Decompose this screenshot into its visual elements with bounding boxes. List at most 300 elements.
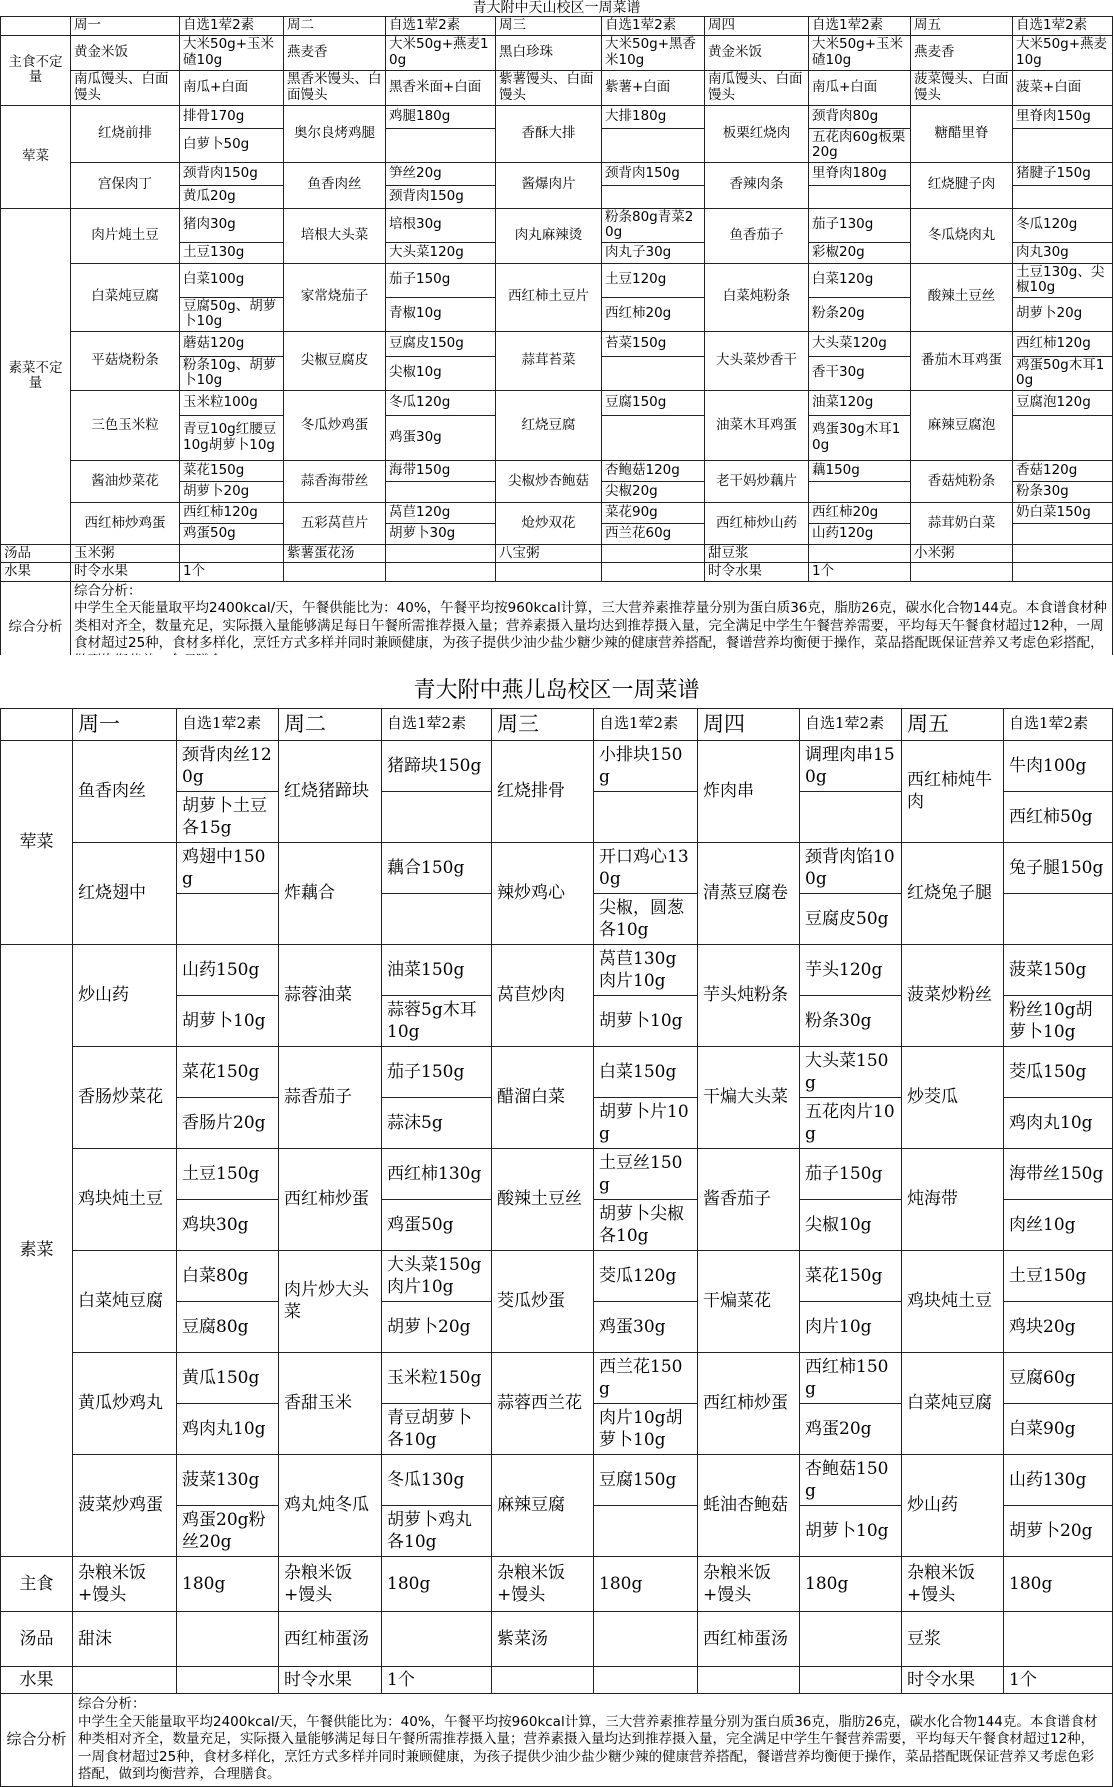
ingredient: 南瓜+白面 [180,70,284,105]
ingredient: 鸡蛋50g [382,1199,492,1250]
ingredient: 白菜100g [180,263,284,297]
ingredient: 豆腐皮150g [386,331,496,356]
ingredient [602,356,705,390]
ingredient: 胡萝卜片10g [594,1097,698,1148]
staple-item: 杂粮米饭+馒头 [698,1556,800,1611]
ingredient: 胡萝卜土豆各15g [177,791,279,842]
dish-name: 鱼香肉丝 [284,162,386,208]
soup-item: 紫菜汤 [492,1611,594,1666]
ingredient [382,791,492,842]
ingredient: 胡萝卜30g [386,523,496,544]
analysis-body: 中学生全天能量取平均2400kcal/天，午餐供能比为：40%，午餐平均按960kcal计算，三大营养素推荐量分别为蛋白质36克，脂肪26克，碳水化合物144克。本食谱食材种类相对齐全，数量充足，实际摄入量能够满足每日午餐所需推荐摄入量；营养素摄入量均达到推荐摄入量，完全满足中学生午餐营养需要，平均每天午餐食材超过12种，一周食材超过25种，食材多样化，烹饪方式多样并同时兼顾健康，为孩子提供少油少盐少糖少辣的健康营养搭配，餐谱营养均衡便于操作，菜品搭配既保证营养又考虑色彩搭配， [74,600,1107,652]
fruit-item [698,1666,800,1693]
ingredient: 豆腐150g [594,1454,698,1505]
dish-name: 南瓜馒头、白面馒头 [71,70,180,105]
ingredient: 山药130g [1004,1454,1113,1505]
ingredient: 杏鲍菇150g [800,1454,902,1505]
ingredient: 粉条10g、胡萝卜10g [180,356,284,390]
dish-name: 老干妈炒藕片 [705,460,809,502]
ingredient [1004,893,1113,944]
ingredient: 蒜沫5g [382,1097,492,1148]
fruit-qty: 1个 [382,1666,492,1693]
choose-header: 自选1荤2素 [800,708,902,740]
fruit-item: 时令水果 [705,563,809,582]
dish-name: 炝炒双花 [496,502,602,544]
dish-name: 培根大头菜 [284,208,386,263]
ingredient [594,1505,698,1556]
ingredient: 苔菜150g [602,331,705,356]
ingredient: 鸡蛋30g [386,415,496,460]
fruit-item [284,563,386,582]
empty-cell [386,544,496,563]
dish-name: 蒜蓉油菜 [279,944,382,1046]
dish-name: 五彩莴苣片 [284,502,386,544]
day-header: 周二 [279,708,382,740]
ingredient: 茄子150g [800,1148,902,1199]
choose-header: 自选1荤2素 [177,708,279,740]
dish-name: 辣炒鸡心 [492,842,594,944]
ingredient: 玉米粒100g [180,390,284,415]
dish-name: 油菜木耳鸡蛋 [705,390,809,460]
dish-name: 醋溜白菜 [492,1046,594,1148]
dish-name: 肉丸麻辣烫 [496,208,602,263]
dish-name: 红烧豆腐 [496,390,602,460]
fruit-qty [594,1666,698,1693]
analysis-heading: 综合分析： [78,1695,146,1712]
ingredient [809,481,911,502]
ingredient: 鸡蛋30g木耳10g [809,415,911,460]
ingredient [386,128,496,162]
menu-title: 青大附中天山校区一周菜谱 [472,0,641,16]
ingredient: 茭瓜120g [594,1250,698,1301]
ingredient [602,128,705,162]
ingredient [809,185,911,208]
dish-name: 鸡块炖土豆 [73,1148,177,1250]
dish-name: 酸辣土豆丝 [492,1148,594,1250]
soup-item: 紫薯蛋花汤 [284,544,386,563]
ingredient: 莴苣120g [386,502,496,523]
soup-item: 八宝粥 [496,544,602,563]
day-header: 周五 [911,17,1013,36]
ingredient: 菠菜150g [1004,944,1113,995]
dish-name: 糖醋里脊 [911,105,1013,162]
ingredient: 猪腱子150g [1013,162,1113,185]
staple-qty: 180g [594,1556,698,1611]
dish-name: 麻辣豆腐 [492,1454,594,1556]
dish-name: 大头菜炒香干 [705,331,809,390]
dish-name: 平菇烧粉条 [71,331,180,390]
dish-name: 蒜茸苔菜 [496,331,602,390]
day-header: 周四 [698,708,800,740]
ingredient: 白萝卜50g [180,128,284,162]
ingredient: 肉片10g [800,1301,902,1352]
fruit-qty [386,563,496,582]
ingredient: 茄子150g [386,263,496,297]
dish-name: 鱼香肉丝 [73,740,177,842]
ingredient: 西兰花60g [602,523,705,544]
ingredient: 鸡蛋50g木耳10g [1013,356,1113,390]
ingredient: 土豆150g [1004,1250,1113,1301]
ingredient: 土豆丝150g [594,1148,698,1199]
ingredient: 鸡蛋20g粉丝20g [177,1505,279,1556]
ingredient: 菜花90g [602,502,705,523]
category-veg: 素菜 [1,944,73,1556]
empty-cell [800,1611,902,1666]
ingredient: 颈背肉150g [602,162,705,185]
ingredient: 胡萝卜20g [1004,1505,1113,1556]
day-header: 周二 [284,17,386,36]
ingredient: 冬瓜130g [382,1454,492,1505]
dish-name: 鱼香茄子 [705,208,809,263]
dish-name: 香甜玉米 [279,1352,382,1454]
fruit-qty [177,1666,279,1693]
ingredient: 肉丸30g [1013,242,1113,263]
empty-cell [1004,1611,1113,1666]
choose-header: 自选1荤2素 [1013,17,1113,36]
dish-name: 炒山药 [73,944,177,1046]
ingredient: 鸡蛋50g [180,523,284,544]
dish-name: 尖椒炒杏鲍菇 [496,460,602,502]
dish-name: 燕麦香 [284,35,386,70]
fruit-item: 时令水果 [279,1666,382,1693]
dish-name: 西红柿炒鸡蛋 [71,502,180,544]
dish-name: 尖椒豆腐皮 [284,331,386,390]
dish-name: 宫保肉丁 [71,162,180,208]
ingredient: 香肠片20g [177,1097,279,1148]
dish-name: 红烧猪蹄块 [279,740,382,842]
ingredient: 山药120g [809,523,911,544]
ingredient: 西兰花150g [594,1352,698,1403]
ingredient: 开口鸡心130g [594,842,698,893]
ingredient: 里脊肉150g [1013,105,1113,128]
ingredient: 白菜90g [1004,1403,1113,1454]
fruit-qty: 1个 [180,563,284,582]
ingredient: 油菜120g [809,390,911,415]
ingredient: 蘑菇120g [180,331,284,356]
ingredient: 大米50g+黑香米10g [602,35,705,70]
ingredient [1013,185,1113,208]
ingredient: 培根30g [386,208,496,242]
staple-item: 杂粮米饭+馒头 [73,1556,177,1611]
ingredient [1013,128,1113,162]
empty-cell [809,544,911,563]
staple-qty: 180g [177,1556,279,1611]
dish-name: 红烧排骨 [492,740,594,842]
ingredient [386,481,496,502]
ingredient: 藕150g [809,460,911,481]
tianshan-menu-table [0,0,1113,675]
dish-name: 紫薯馒头、白面馒头 [496,70,602,105]
dish-name: 肉片炖土豆 [71,208,180,263]
dish-name: 黄金米饭 [71,35,180,70]
ingredient: 海带丝150g [1004,1148,1113,1199]
ingredient: 大头菜150g肉片10g [382,1250,492,1301]
ingredient: 粉条20g [809,297,911,331]
ingredient: 肉片10g胡萝卜10g [594,1403,698,1454]
dish-name: 白菜炖豆腐 [902,1352,1004,1454]
ingredient: 西红柿50g [1004,791,1113,842]
ingredient: 笋丝20g [386,162,496,185]
dish-name: 鸡丸炖冬瓜 [279,1454,382,1556]
dish-name: 香辣肉条 [705,162,809,208]
dish-name: 酱爆肉片 [496,162,602,208]
ingredient: 肉丸子30g [602,242,705,263]
dish-name: 西红柿土豆片 [496,263,602,331]
ingredient: 香菇120g [1013,460,1113,481]
ingredient: 鸡块20g [1004,1301,1113,1352]
dish-name: 干煸菜花 [698,1250,800,1352]
ingredient: 豆腐150g [602,390,705,415]
day-header: 周一 [71,17,180,36]
choose-header: 自选1荤2素 [180,17,284,36]
ingredient: 莴苣130g肉片10g [594,944,698,995]
ingredient: 菜花150g [800,1250,902,1301]
dish-name: 香肠炒菜花 [73,1046,177,1148]
ingredient: 青豆10g红腰豆10g胡萝卜10g [180,415,284,460]
ingredient: 菜花150g [177,1046,279,1097]
soup-item: 甜沫 [73,1611,177,1666]
empty-cell [177,1611,279,1666]
dish-name: 燕麦香 [911,35,1013,70]
ingredient: 白菜150g [594,1046,698,1097]
ingredient: 土豆130g [180,242,284,263]
category-fruit: 水果 [1,563,71,582]
fruit-item [492,1666,594,1693]
dish-name: 冬瓜烧肉丸 [911,208,1013,263]
ingredient: 胡萝卜尖椒各10g [594,1199,698,1250]
ingredient: 五花肉片10g [800,1097,902,1148]
ingredient: 颈背肉馅100g [800,842,902,893]
ingredient [800,791,902,842]
ingredient: 颈背肉150g [180,162,284,185]
staple-qty: 180g [800,1556,902,1611]
dish-name: 白菜炖豆腐 [73,1250,177,1352]
ingredient: 菠菜130g [177,1454,279,1505]
dish-name: 鸡块炖土豆 [902,1250,1004,1352]
category-staple: 主食 [1,1556,73,1611]
ingredient: 西红柿150g [800,1352,902,1403]
dish-name: 冬瓜炒鸡蛋 [284,390,386,460]
ingredient: 鸡蛋30g [594,1301,698,1352]
staple-item: 杂粮米饭+馒头 [492,1556,594,1611]
ingredient: 尖椒，圆葱各10g [594,893,698,944]
ingredient: 胡萝卜20g [382,1301,492,1352]
ingredient [602,415,705,460]
fruit-item [496,563,602,582]
dish-name: 黄金米饭 [705,35,809,70]
ingredient: 颈背肉丝120g [177,740,279,791]
fruit-qty [602,563,705,582]
dish-name: 酱油炒菜花 [71,460,180,502]
dish-name: 菠菜馒头、白面馒头 [911,70,1013,105]
menu-title: 青大附中燕儿岛校区一周菜谱 [413,678,700,703]
empty-cell [180,544,284,563]
ingredient: 西红柿20g [602,297,705,331]
analysis-heading: 综合分析： [74,582,142,599]
staple-qty: 180g [1004,1556,1113,1611]
fruit-item [73,1666,177,1693]
ingredient: 鸡肉丸10g [177,1403,279,1454]
ingredient: 排骨170g [180,105,284,128]
ingredient: 西红柿120g [1013,331,1113,356]
category-soup: 汤品 [1,544,71,563]
dish-name: 番茄木耳鸡蛋 [911,331,1013,390]
ingredient: 里脊肉180g [809,162,911,185]
ingredient: 豆腐80g [177,1301,279,1352]
ingredient: 茄子130g [809,208,911,242]
ingredient: 茄子150g [382,1046,492,1097]
category-meat: 荤菜 [1,740,73,944]
ingredient: 青椒10g [386,297,496,331]
ingredient: 兔子腿150g [1004,842,1113,893]
dish-name: 肉片炒大头菜 [279,1250,382,1352]
ingredient: 鸡块30g [177,1199,279,1250]
dish-name: 芋头炖粉条 [698,944,800,1046]
dish-name: 黑香米馒头、白面馒头 [284,70,386,105]
choose-header: 自选1荤2素 [594,708,698,740]
ingredient: 冬瓜120g [386,390,496,415]
ingredient [1013,415,1113,460]
ingredient: 油菜150g [382,944,492,995]
dish-name: 香菇炖粉条 [911,460,1013,502]
ingredient: 牛肉100g [1004,740,1113,791]
soup-item: 甜豆浆 [705,544,809,563]
empty-cell [1013,544,1113,563]
ingredient: 尖椒10g [800,1199,902,1250]
ingredient: 土豆130g、尖椒10g [1013,263,1113,297]
ingredient: 尖椒10g [386,356,496,390]
ingredient: 粉丝10g胡萝卜10g [1004,995,1113,1046]
ingredient: 土豆150g [177,1148,279,1199]
dish-name: 红烧腱子肉 [911,162,1013,208]
empty-cell [602,544,705,563]
dish-name: 清蒸豆腐卷 [698,842,800,944]
choose-header: 自选1荤2素 [382,708,492,740]
dish-name: 黑白珍珠 [496,35,602,70]
ingredient: 紫薯+白面 [602,70,705,105]
ingredient: 豆腐60g [1004,1352,1113,1403]
ingredient: 粉条80g青菜20g [602,208,705,242]
ingredient: 白菜80g [177,1250,279,1301]
ingredient: 大米50g+燕麦10g [386,35,496,70]
ingredient: 胡萝卜10g [800,1505,902,1556]
ingredient [382,893,492,944]
yanerdao-menu-table [0,675,1113,1787]
category-fruit: 水果 [1,1666,73,1693]
fruit-qty [1013,563,1113,582]
dish-name: 板栗红烧肉 [705,105,809,162]
dish-name: 黄瓜炒鸡丸 [73,1352,177,1454]
ingredient: 山药150g [177,944,279,995]
dish-name: 家常烧茄子 [284,263,386,331]
dish-name: 菠菜炒粉丝 [902,944,1004,1046]
ingredient: 藕合150g [382,842,492,893]
ingredient: 南瓜+白面 [809,70,911,105]
dish-name: 干煸大头菜 [698,1046,800,1148]
day-header: 周五 [902,708,1004,740]
dish-name: 红烧前排 [71,105,180,162]
ingredient: 香干30g [809,356,911,390]
dish-name: 炸肉串 [698,740,800,842]
dish-name: 西红柿炒蛋 [279,1148,382,1250]
dish-name: 麻辣豆腐泡 [911,390,1013,460]
ingredient: 西红柿20g [809,502,911,523]
dish-name: 红烧兔子腿 [902,842,1004,944]
staple-item: 杂粮米饭+馒头 [279,1556,382,1611]
choose-header: 自选1荤2素 [602,17,705,36]
dish-name: 菠菜炒鸡蛋 [73,1454,177,1556]
ingredient: 冬瓜120g [1013,208,1113,242]
ingredient: 鸡肉丸10g [1004,1097,1113,1148]
ingredient: 西红柿130g [382,1148,492,1199]
ingredient: 西红柿120g [180,502,284,523]
ingredient: 调理肉串150g [800,740,902,791]
ingredient: 颈背肉80g [809,105,911,128]
dish-name: 白菜炖粉条 [705,263,809,331]
ingredient [602,185,705,208]
ingredient: 奶白菜150g [1013,502,1113,523]
analysis-text [73,1693,1113,1786]
ingredient: 猪肉30g [180,208,284,242]
dish-name: 炸藕合 [279,842,382,944]
fruit-qty: 1个 [809,563,911,582]
dish-name: 西红柿炒山药 [705,502,809,544]
category-analysis: 综合分析 [1,1693,73,1786]
ingredient: 小排块150g [594,740,698,791]
fruit-item: 时令水果 [71,563,180,582]
dish-name: 蒜茸奶白菜 [911,502,1013,544]
ingredient: 粉条30g [1013,481,1113,502]
analysis-body: 中学生全天能量取平均2400kcal/天，午餐供能比为：40%，午餐平均按960kcal计算，三大营养素推荐量分别为蛋白质36克，脂肪26克，碳水化合物144克。本食谱食材种类相对齐全，数量充足，实际摄入量能够满足每日午餐所需推荐摄入量；营养素摄入量均达到推荐摄入量，完全满足中学生午餐营养需要，平均每天午餐食材超过12种，一周食材超过25种，食材多样化，烹饪方式多样并同时兼顾健康，为孩子提供少油少盐少糖少辣的健康营养搭配，餐谱营养均衡便于操作，菜品搭配既保证营养又考虑色彩搭配，做到均衡营养，合理膳食。 [78,1713,1098,1783]
choose-header: 自选1荤2素 [1004,708,1113,740]
category-analysis: 综合分析 [1,581,71,674]
ingredient: 大米50g+燕麦10g [1013,35,1113,70]
ingredient: 土豆120g [602,263,705,297]
dish-name: 酸辣土豆丝 [911,263,1013,331]
ingredient: 大米50g+玉米碴10g [809,35,911,70]
ingredient: 黄瓜20g [180,185,284,208]
ingredient: 大排180g [602,105,705,128]
ingredient: 茭瓜150g [1004,1046,1113,1097]
soup-item: 西红柿蛋汤 [279,1611,382,1666]
ingredient: 粉条30g [800,995,902,1046]
ingredient: 鸡翅中150g [177,842,279,893]
ingredient: 尖椒20g [602,481,705,502]
category-staple: 主食不定量 [1,35,71,105]
day-header: 周三 [492,708,594,740]
ingredient: 大米50g+玉米碴10g [180,35,284,70]
ingredient: 大头菜120g [809,331,911,356]
ingredient: 鸡蛋20g [800,1403,902,1454]
ingredient [594,791,698,842]
soup-item: 小米粥 [911,544,1013,563]
dish-name: 西红柿炖牛肉 [902,740,1004,842]
choose-header: 自选1荤2素 [809,17,911,36]
ingredient: 五花肉60g板栗20g [809,128,911,162]
ingredient [1013,523,1113,544]
ingredient: 杏鲍菇120g [602,460,705,481]
dish-name: 蚝油杏鲍菇 [698,1454,800,1556]
ingredient: 白菜120g [809,263,911,297]
ingredient: 青豆胡萝卜各10g [382,1403,492,1454]
fruit-qty: 1个 [1004,1666,1113,1693]
soup-item: 西红柿蛋汤 [698,1611,800,1666]
dish-name: 奥尔良烤鸡腿 [284,105,386,162]
ingredient: 芋头120g [800,944,902,995]
category-meat: 荤菜 [1,105,71,208]
ingredient: 胡萝卜鸡丸各10g [382,1505,492,1556]
empty-cell [594,1611,698,1666]
